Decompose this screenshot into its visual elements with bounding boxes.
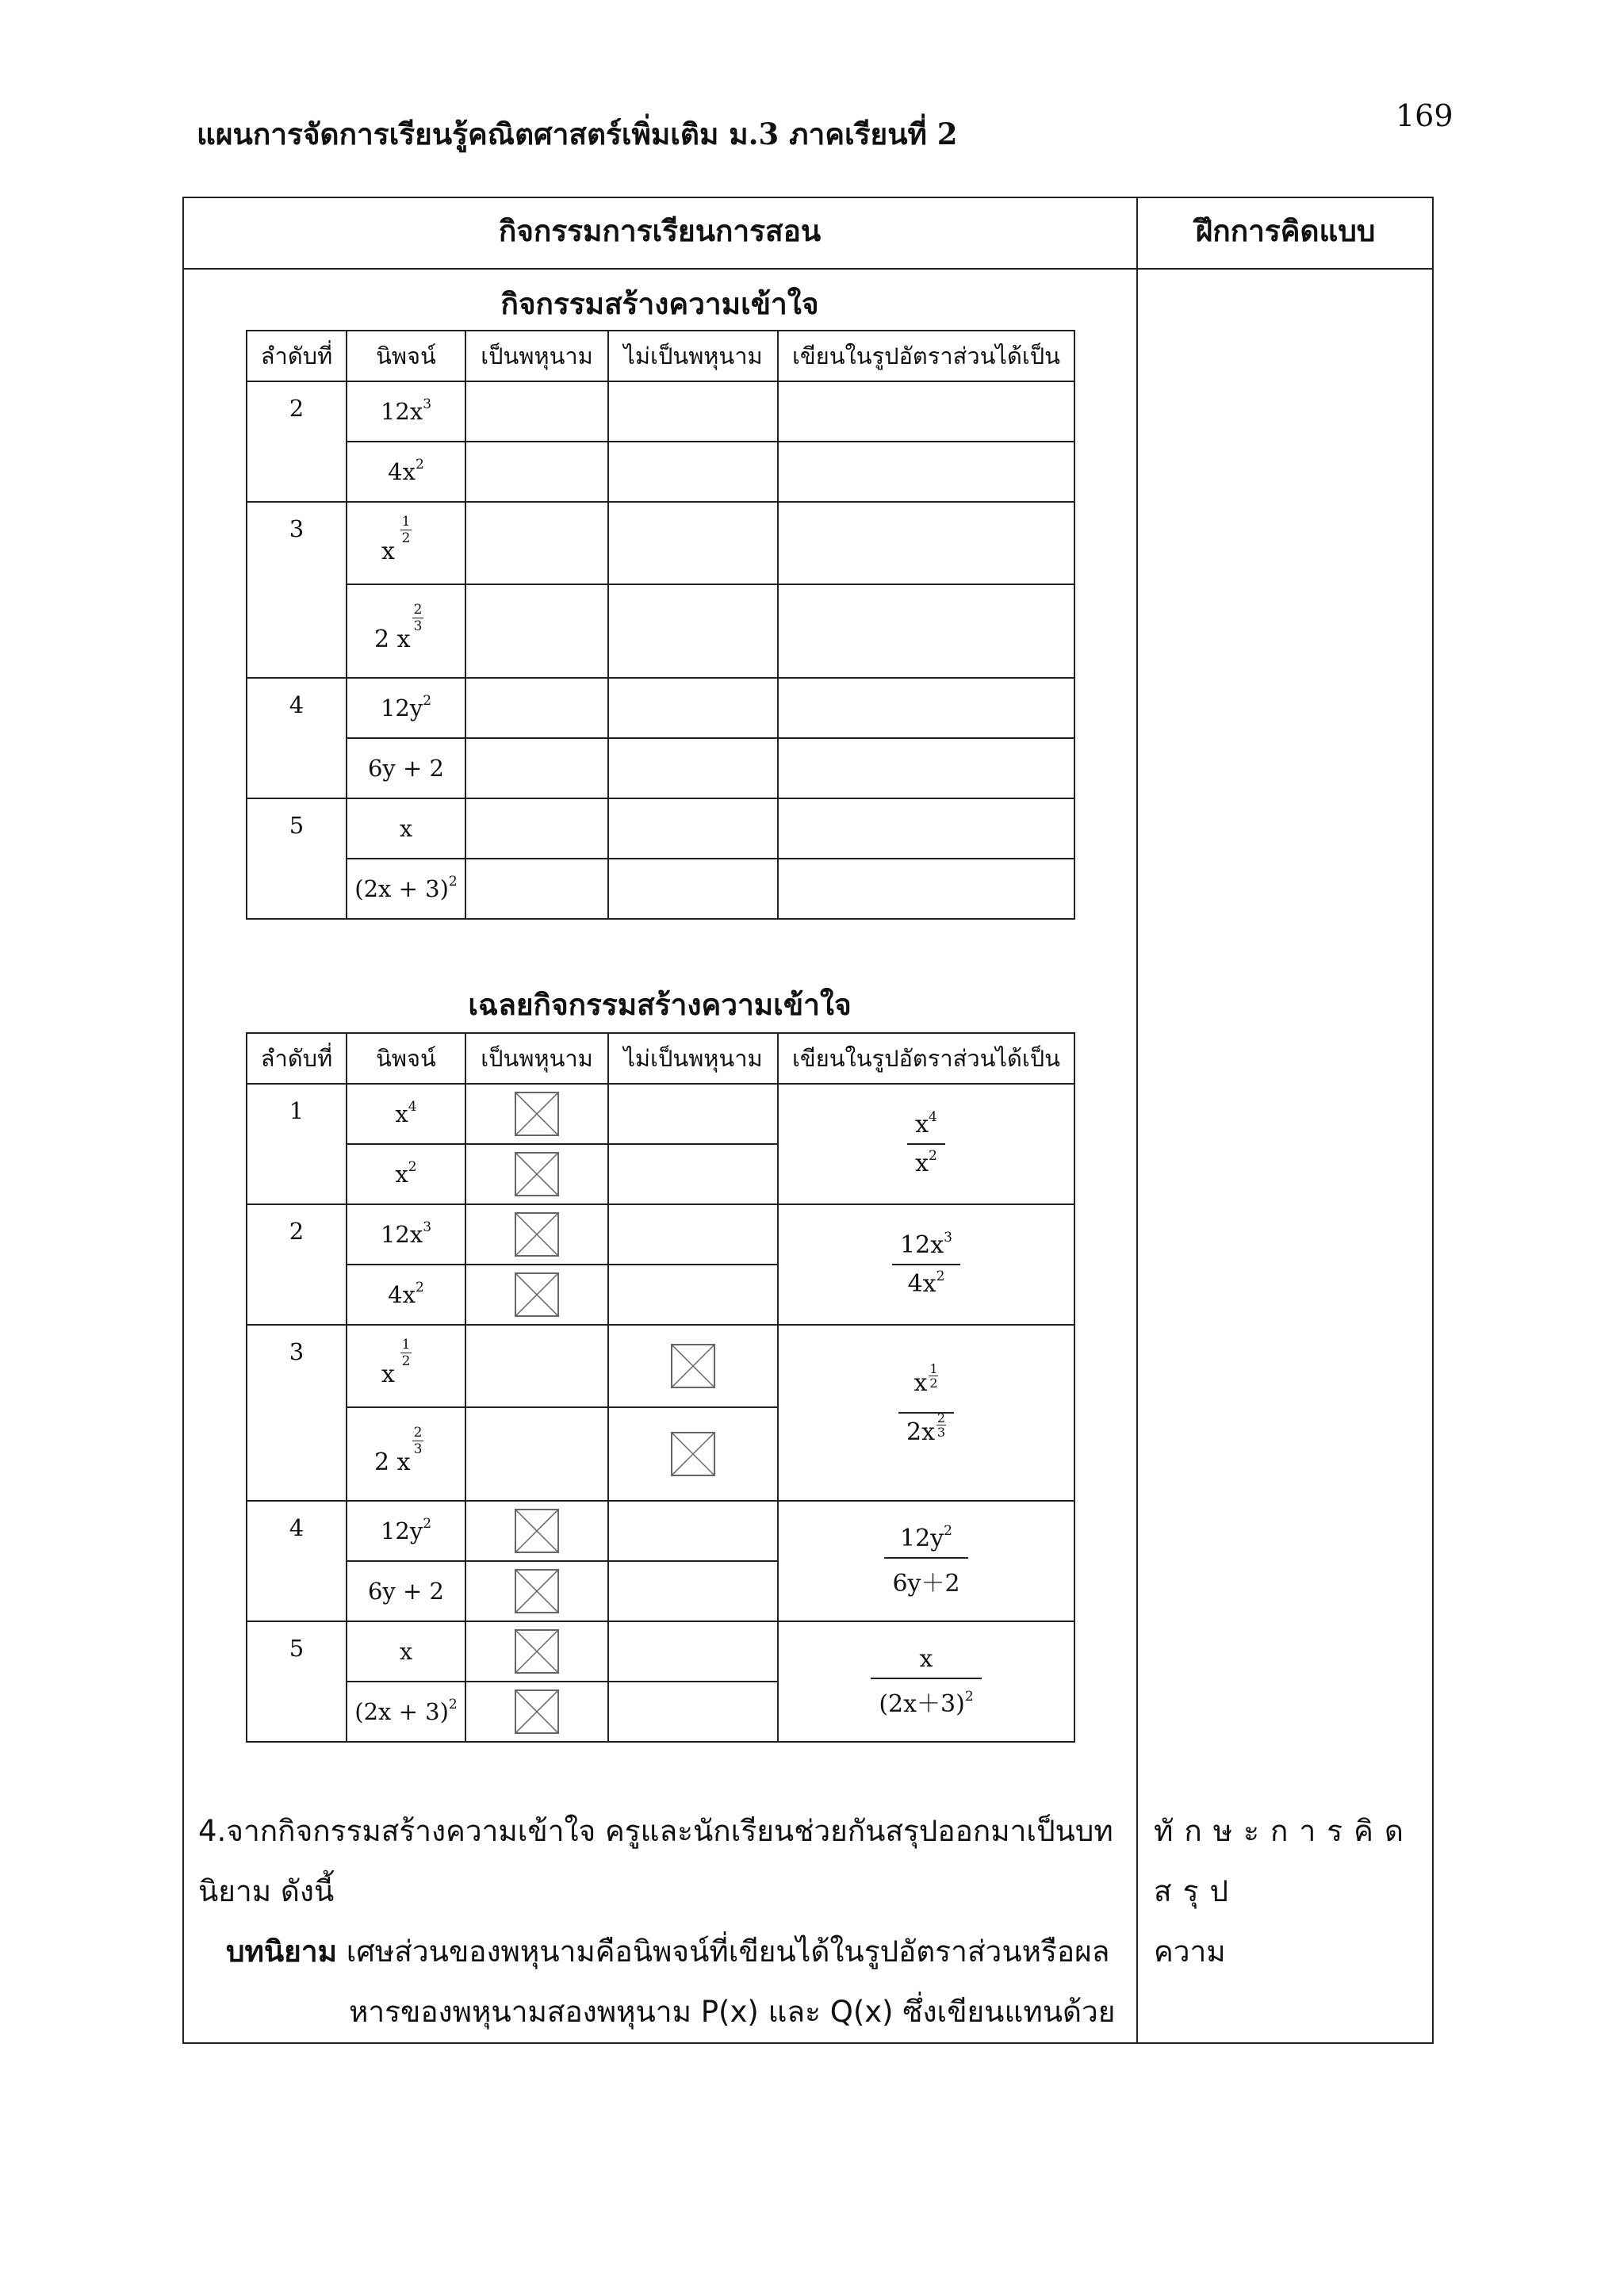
crossed-box-icon — [515, 1092, 559, 1136]
expression-base: 12x — [380, 398, 423, 425]
thinking-skill-note — [1154, 1801, 1423, 1982]
table-row — [247, 381, 1074, 442]
expression — [354, 875, 457, 902]
ratio-cell — [778, 1621, 1074, 1742]
ratio-numerator-power: 3 — [944, 1230, 952, 1246]
row-number-cell: 4 — [247, 1501, 347, 1621]
polynomial-cell — [465, 738, 608, 798]
row-number-cell: 1 — [247, 1084, 347, 1204]
expression-cell — [347, 1084, 465, 1144]
ratio-denominator-base: 4x — [907, 1270, 936, 1298]
activity-table — [246, 330, 1075, 920]
fraction-bar — [884, 1557, 967, 1559]
polynomial-cell — [465, 1407, 608, 1501]
exponent-numerator: 2 — [413, 1424, 423, 1441]
table-row — [247, 1325, 1074, 1407]
polynomial-cell — [465, 1265, 608, 1325]
expression-base: x — [395, 1161, 408, 1188]
expression-base: 2 x — [374, 1448, 411, 1476]
expression-base: x — [399, 1638, 413, 1665]
ratio-fraction — [884, 1522, 967, 1598]
non-polynomial-cell — [608, 442, 778, 502]
expression-power: 4 — [408, 1099, 417, 1115]
expression — [381, 1517, 431, 1544]
expression-base: 2 x — [374, 625, 411, 653]
column-header: ไม่เป็นพหุนาม — [608, 1033, 778, 1084]
polynomial-cell — [465, 859, 608, 919]
ratio-numerator — [892, 1231, 960, 1259]
row-number-cell: 4 — [247, 678, 347, 798]
non-polynomial-cell — [608, 1407, 778, 1501]
column-header-thinking: ฝึกการคิดแบบ — [1195, 213, 1376, 248]
ratio-numerator-base: 12x — [900, 1231, 944, 1259]
polynomial-cell — [465, 584, 608, 678]
ratio-cell — [778, 381, 1074, 442]
table-row — [247, 1084, 1074, 1144]
expression-base: x — [399, 815, 413, 842]
document-title: แผนการจัดการเรียนรู้คณิตศาสตร์เพิ่มเติม ม.3 ภาคเรียนที่ 2 — [197, 117, 958, 151]
definition-label: บทนิยาม — [226, 1934, 338, 1969]
expression-cell — [347, 1407, 465, 1501]
non-polynomial-cell — [608, 1265, 778, 1325]
exponent-numerator: 2 — [936, 1410, 946, 1425]
expression-base: x — [381, 1360, 395, 1388]
expression — [388, 458, 424, 485]
non-polynomial-cell — [608, 859, 778, 919]
non-polynomial-cell — [608, 502, 778, 584]
expression — [400, 1638, 412, 1665]
header-divider — [182, 268, 1434, 270]
ratio-cell — [778, 1501, 1074, 1621]
fractional-exponent — [400, 515, 412, 545]
section-title-answers: เฉลยกิจกรรมสร้างความเข้าใจ — [468, 987, 852, 1022]
crossed-box-icon — [515, 1569, 559, 1613]
ratio-numerator-base: 12y — [900, 1524, 944, 1552]
expression-cell — [347, 1501, 465, 1561]
expression-base: (2x + 3) — [354, 875, 449, 902]
table-row — [247, 1501, 1074, 1561]
definition-line-1: เศษส่วนของพหุนามคือนิพจน์ที่เขียนได้ในรูปอัตราส่วนหรือผล — [346, 1934, 1110, 1969]
fraction-bar — [871, 1678, 981, 1679]
column-header: ลำดับที่ — [247, 1033, 347, 1084]
ratio-denominator-base: 6y＋2 — [892, 1569, 960, 1598]
expression-base: x — [395, 1100, 408, 1127]
non-polynomial-cell — [608, 381, 778, 442]
definition-block — [226, 1922, 1130, 2042]
table-header-row — [247, 1033, 1074, 1084]
expression-power: 3 — [423, 1219, 432, 1235]
expression — [368, 755, 444, 782]
page-number: 169 — [1396, 98, 1454, 133]
fractional-power-expression — [378, 1336, 434, 1391]
polynomial-cell — [465, 798, 608, 859]
fractional-power-expression — [378, 513, 434, 568]
non-polynomial-cell — [608, 1325, 778, 1407]
ratio-numerator-base: x — [914, 1369, 928, 1397]
ratio-numerator-fractional-exponent — [929, 1362, 938, 1390]
column-header: เขียนในรูปอัตราส่วนได้เป็น — [778, 331, 1074, 381]
ratio-denominator — [884, 1563, 967, 1598]
ratio-fraction — [898, 1361, 954, 1456]
polynomial-cell — [465, 442, 608, 502]
non-polynomial-cell — [608, 738, 778, 798]
exponent-denominator: 2 — [401, 530, 411, 546]
polynomial-cell — [465, 502, 608, 584]
table-row — [247, 738, 1074, 798]
expression-base: 6y + 2 — [367, 755, 445, 782]
ratio-denominator — [900, 1270, 953, 1298]
expression-cell — [347, 1265, 465, 1325]
non-polynomial-cell — [608, 1204, 778, 1265]
row-number-cell: 3 — [247, 502, 347, 678]
expression-base: 12y — [380, 1517, 423, 1544]
ratio-numerator-power: 2 — [944, 1522, 952, 1539]
table-row — [247, 1204, 1074, 1265]
exponent-denominator: 3 — [936, 1425, 946, 1440]
expression-base: 4x — [388, 1281, 416, 1308]
non-polynomial-cell — [608, 1682, 778, 1742]
non-polynomial-cell — [608, 798, 778, 859]
expression-cell — [347, 1561, 465, 1621]
ratio-numerator — [907, 1111, 945, 1138]
expression-power: 2 — [415, 457, 424, 473]
expression-base: 6y + 2 — [367, 1578, 445, 1605]
crossed-box-icon — [515, 1212, 559, 1257]
expression-cell — [347, 1621, 465, 1682]
table-row — [247, 859, 1074, 919]
row-number-cell: 2 — [247, 1204, 347, 1325]
ratio-denominator-power: 2 — [964, 1688, 974, 1705]
fraction-bar — [907, 1143, 945, 1145]
non-polynomial-cell — [608, 1144, 778, 1204]
non-polynomial-cell — [608, 1501, 778, 1561]
exponent-denominator: 3 — [413, 1441, 423, 1457]
ratio-fraction — [892, 1231, 960, 1298]
expression-base: 12y — [380, 695, 423, 721]
fractional-power-expression — [374, 1424, 438, 1479]
thinking-skill-line-2: ความ — [1154, 1934, 1226, 1969]
row-number-cell: 3 — [247, 1325, 347, 1501]
expression — [395, 1161, 416, 1188]
fraction-bar — [892, 1264, 960, 1265]
expression-cell — [347, 1204, 465, 1265]
non-polynomial-cell — [608, 1084, 778, 1144]
non-polynomial-cell — [608, 1561, 778, 1621]
polynomial-cell — [465, 1144, 608, 1204]
expression-cell — [347, 502, 465, 584]
expression-cell — [347, 738, 465, 798]
expression — [381, 398, 431, 425]
ratio-denominator-power: 2 — [936, 1269, 945, 1284]
expression-cell — [347, 442, 465, 502]
definition-line-2: หารของพหุนามสองพหุนาม P(x) และ Q(x) ซึ่งเขียนแทนด้วย — [349, 1995, 1116, 2029]
exponent-denominator: 3 — [413, 618, 423, 634]
table-row — [247, 502, 1074, 584]
section-title-activity: กิจกรรมสร้างความเข้าใจ — [500, 286, 819, 321]
ratio-denominator — [907, 1150, 945, 1177]
expression-cell — [347, 1144, 465, 1204]
fractional-exponent — [412, 1425, 423, 1456]
ratio-numerator — [892, 1522, 960, 1552]
column-divider — [1136, 197, 1138, 2044]
conclusion-paragraph: 4.จากกิจกรรมสร้างความเข้าใจ ครูและนักเรียนช่วยกันสรุปออกมาเป็นบทนิยาม ดังนี้ — [198, 1814, 1113, 1908]
column-header: ลำดับที่ — [247, 331, 347, 381]
expression — [388, 1281, 424, 1308]
fractional-exponent — [400, 1337, 412, 1368]
ratio-numerator-base: x — [919, 1644, 933, 1673]
crossed-box-icon — [515, 1689, 559, 1734]
expression-power: 2 — [448, 1697, 458, 1712]
polynomial-cell — [465, 1561, 608, 1621]
expression-cell — [347, 798, 465, 859]
answer-table — [246, 1032, 1075, 1743]
expression-cell — [347, 678, 465, 738]
ratio-cell — [778, 738, 1074, 798]
expression-cell — [347, 584, 465, 678]
expression — [354, 1698, 457, 1725]
expression-base: x — [381, 537, 395, 565]
expression-cell — [347, 1682, 465, 1742]
ratio-denominator — [898, 1410, 954, 1456]
table-row — [247, 1621, 1074, 1682]
exponent-numerator: 1 — [929, 1361, 938, 1376]
non-polynomial-cell — [608, 1621, 778, 1682]
ratio-denominator-base: (2x＋3) — [879, 1689, 965, 1718]
polynomial-cell — [465, 1204, 608, 1265]
ratio-fraction — [871, 1645, 981, 1719]
ratio-numerator — [912, 1645, 941, 1673]
table-row — [247, 798, 1074, 859]
non-polynomial-cell — [608, 584, 778, 678]
table-row — [247, 678, 1074, 738]
expression-base: (2x + 3) — [354, 1698, 449, 1725]
ratio-denominator-power: 2 — [929, 1148, 937, 1164]
expression-power: 2 — [423, 1516, 432, 1532]
column-header: นิพจน์ — [347, 331, 465, 381]
ratio-cell — [778, 1084, 1074, 1204]
expression-base: 4x — [388, 458, 416, 485]
non-polynomial-cell — [608, 678, 778, 738]
expression-cell — [347, 1325, 465, 1407]
column-header: เขียนในรูปอัตราส่วนได้เป็น — [778, 1033, 1074, 1084]
exponent-numerator: 1 — [401, 513, 411, 530]
column-header: ไม่เป็นพหุนาม — [608, 331, 778, 381]
ratio-cell — [778, 584, 1074, 678]
ratio-numerator — [906, 1361, 947, 1407]
expression-base: 12x — [380, 1221, 423, 1248]
polynomial-cell — [465, 1501, 608, 1561]
expression — [395, 1100, 416, 1127]
ratio-denominator-fractional-exponent — [936, 1411, 946, 1439]
crossed-box-icon — [671, 1432, 715, 1476]
row-number-cell: 5 — [247, 798, 347, 919]
expression-cell — [347, 859, 465, 919]
exponent-denominator: 2 — [401, 1353, 411, 1369]
polynomial-cell — [465, 1621, 608, 1682]
ratio-cell — [778, 1325, 1074, 1501]
ratio-denominator — [871, 1684, 981, 1719]
column-header: เป็นพหุนาม — [465, 331, 608, 381]
polynomial-cell — [465, 381, 608, 442]
ratio-denominator-base: x — [915, 1150, 929, 1177]
column-header: นิพจน์ — [347, 1033, 465, 1084]
crossed-box-icon — [515, 1509, 559, 1553]
expression-power: 2 — [408, 1159, 417, 1175]
expression — [381, 695, 431, 721]
expression — [381, 1221, 431, 1248]
expression-power: 2 — [448, 874, 458, 890]
ratio-cell — [778, 502, 1074, 584]
fractional-power-expression — [374, 601, 438, 656]
column-header: เป็นพหุนาม — [465, 1033, 608, 1084]
thinking-skill-line-1: ทักษะการคิดสรุป — [1154, 1814, 1415, 1908]
row-number-cell: 5 — [247, 1621, 347, 1742]
ratio-cell — [778, 798, 1074, 859]
crossed-box-icon — [515, 1629, 559, 1674]
crossed-box-icon — [515, 1272, 559, 1317]
crossed-box-icon — [515, 1152, 559, 1196]
polynomial-cell — [465, 678, 608, 738]
polynomial-cell — [465, 1084, 608, 1144]
fractional-exponent — [412, 603, 423, 633]
expression-power: 3 — [423, 396, 432, 412]
polynomial-cell — [465, 1325, 608, 1407]
expression-power: 2 — [423, 693, 432, 709]
ratio-cell — [778, 442, 1074, 502]
exponent-numerator: 1 — [401, 1336, 411, 1353]
ratio-numerator-power: 4 — [929, 1109, 937, 1125]
ratio-fraction — [907, 1111, 945, 1177]
row-number-cell: 2 — [247, 381, 347, 502]
ratio-cell — [778, 859, 1074, 919]
ratio-cell — [778, 678, 1074, 738]
expression — [368, 1578, 444, 1605]
exponent-numerator: 2 — [413, 601, 423, 618]
column-header-activity: กิจกรรมการเรียนการสอน — [498, 213, 822, 248]
ratio-denominator-base: 2x — [906, 1418, 935, 1446]
exponent-denominator: 2 — [929, 1376, 938, 1391]
crossed-box-icon — [671, 1344, 715, 1388]
ratio-numerator-base: x — [915, 1111, 929, 1138]
table-header-row — [247, 331, 1074, 381]
expression-power: 2 — [415, 1280, 424, 1295]
expression-cell — [347, 381, 465, 442]
ratio-cell — [778, 1204, 1074, 1325]
table-row — [247, 584, 1074, 678]
polynomial-cell — [465, 1682, 608, 1742]
expression — [400, 815, 412, 842]
table-row — [247, 442, 1074, 502]
